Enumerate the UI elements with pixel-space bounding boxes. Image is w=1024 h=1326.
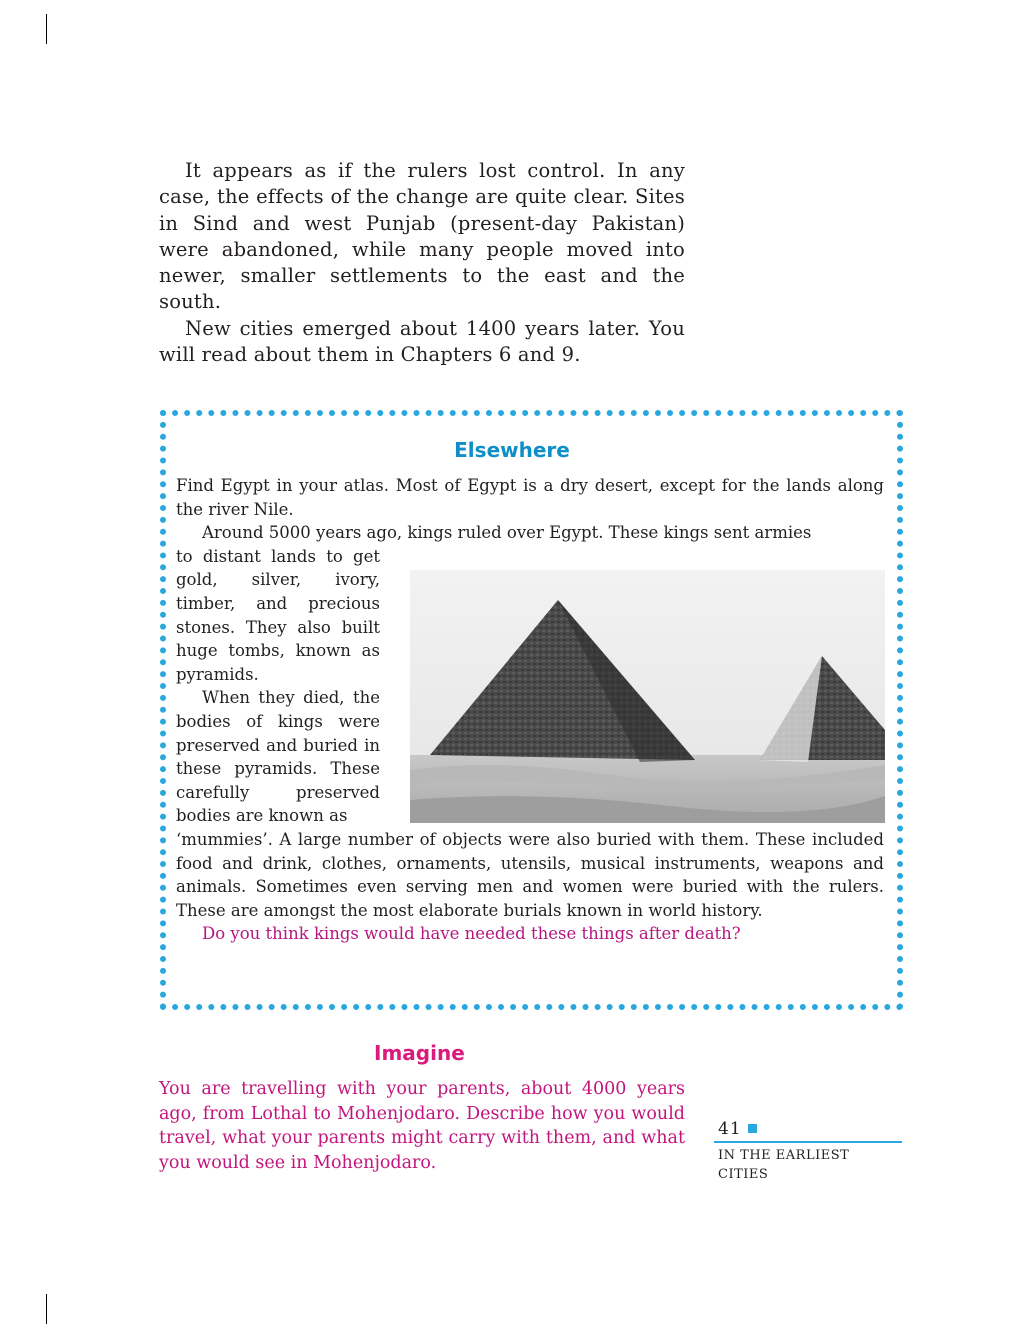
crop-mark-bottom — [46, 1294, 47, 1324]
elsewhere-paragraph-3-narrow: When they died, the bodies of kings were preserved and buried in these pyramids. These carefully preserved bodies are known as — [176, 688, 380, 826]
elsewhere-title: Elsewhere — [454, 438, 570, 462]
footer-rule — [714, 1141, 902, 1143]
imagine-text: You are travelling with your parents, about 4000 years ago, from Lothal to Mohenjodaro. Describe how you would travel, what your parents might carry with them, and what you would see in Mohenjodaro. — [159, 1079, 685, 1173]
intro-text — [159, 158, 685, 368]
chapter-title: IN THE EARLIEST CITIES — [718, 1148, 850, 1182]
elsewhere-paragraph-2-full: Around 5000 years ago, kings ruled over Egypt. These kings sent armies — [202, 523, 812, 543]
intro-paragraph-1: It appears as if the rulers lost control. In any case, the effects of the change are quite clear. Sites in Sind and west Punjab (present-day Pakistan) were abandoned, while many people moved into newer, smaller settlements to the east and the south. — [159, 159, 685, 314]
page-number-value: 41 — [718, 1119, 742, 1139]
square-bullet-icon — [748, 1124, 757, 1133]
crop-mark-top — [46, 14, 47, 44]
imagine-title: Imagine — [374, 1041, 465, 1065]
elsewhere-paragraph-3-full: ‘mummies’. A large number of objects were also buried with them. These included food and drink, clothes, ornaments, utensils, musical instruments, weapons and animals. Sometimes even serving men and women were buried with the rulers. These are amongst the most elaborate burials known in world history. — [176, 829, 884, 920]
intro-paragraph-2: New cities emerged about 1400 years later. You will read about them in Chapters 6 and 9. — [159, 316, 685, 367]
elsewhere-paragraph-2-narrow: to distant lands to get gold, silver, ivory, timber, and precious stones. They also built huge tombs, known as pyramids. — [176, 546, 380, 684]
text-beside-image — [176, 545, 380, 828]
elsewhere-question: Do you think kings would have needed these things after death? — [202, 924, 741, 944]
elsewhere-paragraph-1: Find Egypt in your atlas. Most of Egypt is a dry desert, except for the lands along the river Nile. — [176, 476, 884, 519]
pyramids-photo — [410, 570, 885, 823]
page-number — [718, 1119, 757, 1139]
